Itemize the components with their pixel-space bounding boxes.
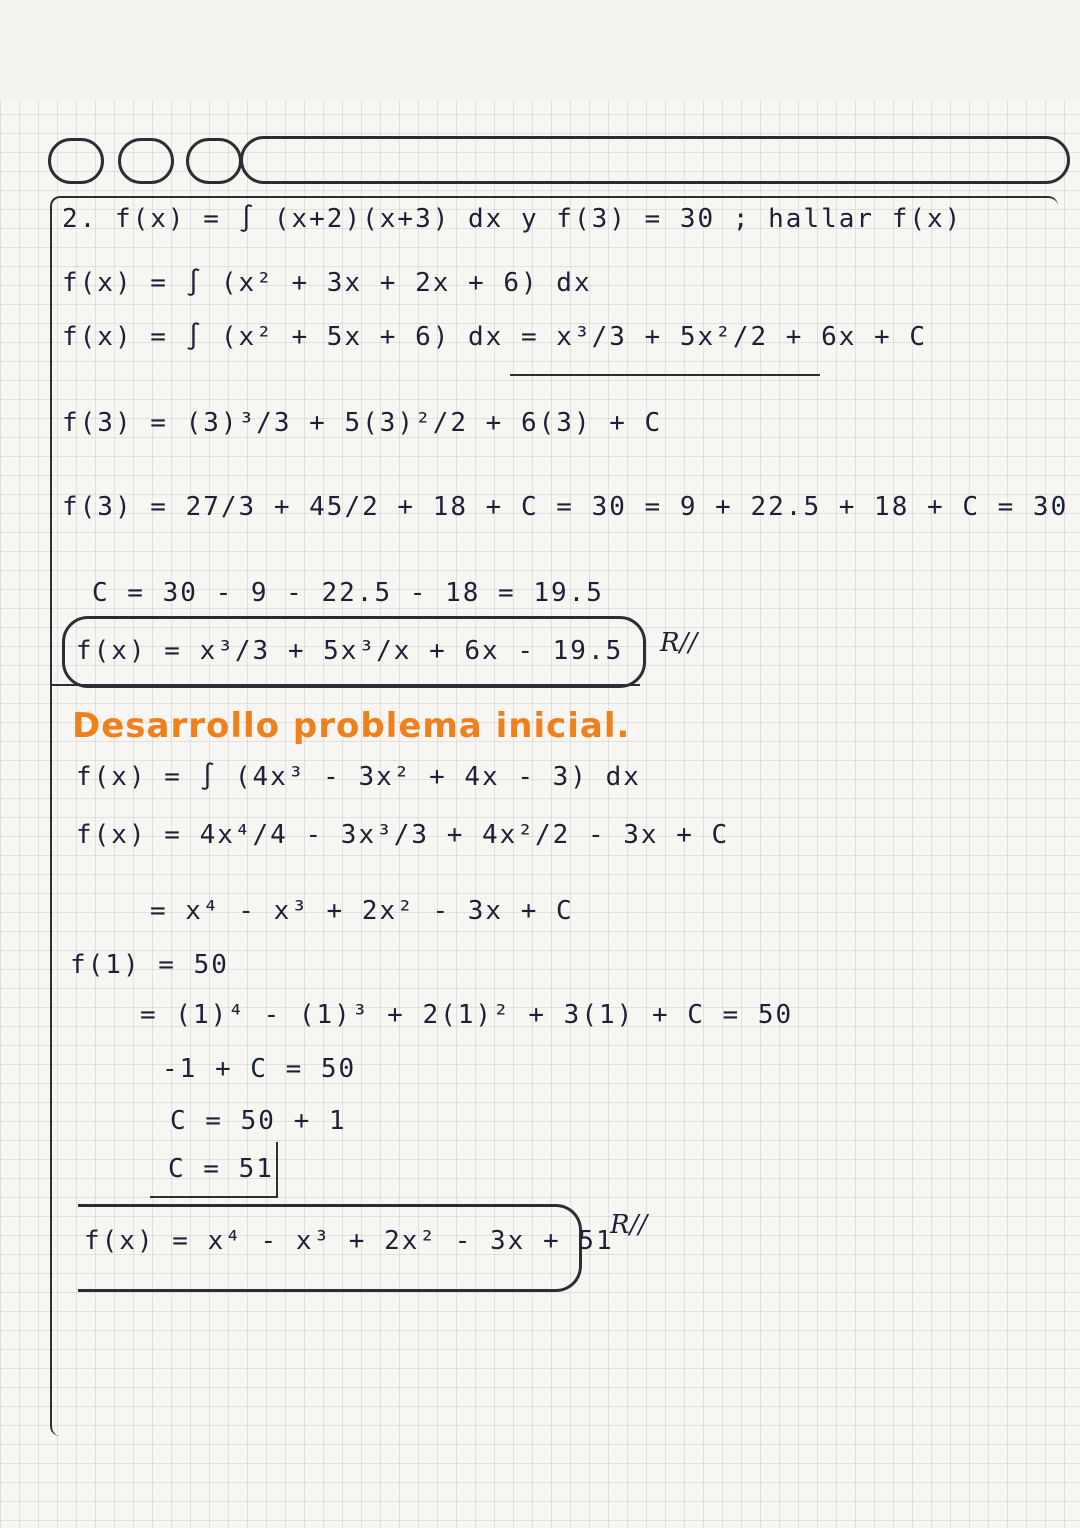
problem-step-2: f(x) = ∫ (x² + 5x + 6) dx = x³/3 + 5x²/2 + 6x + C	[62, 322, 928, 352]
initial-answer: f(x) = x⁴ - x³ + 2x² - 3x + 51	[84, 1226, 614, 1256]
initial-answer-mark: R//	[610, 1210, 648, 1240]
initial-step-7: C = 50 + 1	[170, 1106, 347, 1136]
initial-step-4: f(1) = 50	[70, 950, 229, 980]
section-divider	[50, 684, 640, 686]
initial-step-3: = x⁴ - x³ + 2x² - 3x + C	[150, 896, 574, 926]
initial-step-5: = (1)⁴ - (1)³ + 2(1)² + 3(1) + C = 50	[140, 1000, 794, 1030]
header-title-bar	[240, 136, 1070, 184]
problem-step-4: f(3) = 27/3 + 45/2 + 18 + C = 30 = 9 + 22.5 + 18 + C = 30	[62, 492, 1069, 522]
header-circle-2	[118, 138, 174, 184]
problem-statement: 2. f(x) = ∫ (x+2)(x+3) dx y f(3) = 30 ; hallar f(x)	[62, 204, 963, 234]
underline-rule	[510, 374, 820, 376]
header-circle-1	[48, 138, 104, 184]
problem-step-5: C = 30 - 9 - 22.5 - 18 = 19.5	[92, 578, 604, 608]
problem-step-3: f(3) = (3)³/3 + 5(3)²/2 + 6(3) + C	[62, 408, 663, 438]
top-margin	[0, 0, 1080, 100]
section-title: Desarrollo problema inicial.	[72, 706, 631, 746]
initial-step-8: C = 51	[168, 1154, 274, 1184]
problem-answer-mark: R//	[660, 628, 698, 658]
problem-step-1: f(x) = ∫ (x² + 3x + 2x + 6) dx	[62, 268, 592, 298]
header-circle-3	[186, 138, 242, 184]
initial-step-2: f(x) = 4x⁴/4 - 3x³/3 + 4x²/2 - 3x + C	[76, 820, 730, 850]
initial-step-1: f(x) = ∫ (4x³ - 3x² + 4x - 3) dx	[76, 762, 641, 792]
problem-answer: f(x) = x³/3 + 5x³/x + 6x - 19.5	[76, 636, 624, 666]
initial-step-6: -1 + C = 50	[162, 1054, 357, 1084]
